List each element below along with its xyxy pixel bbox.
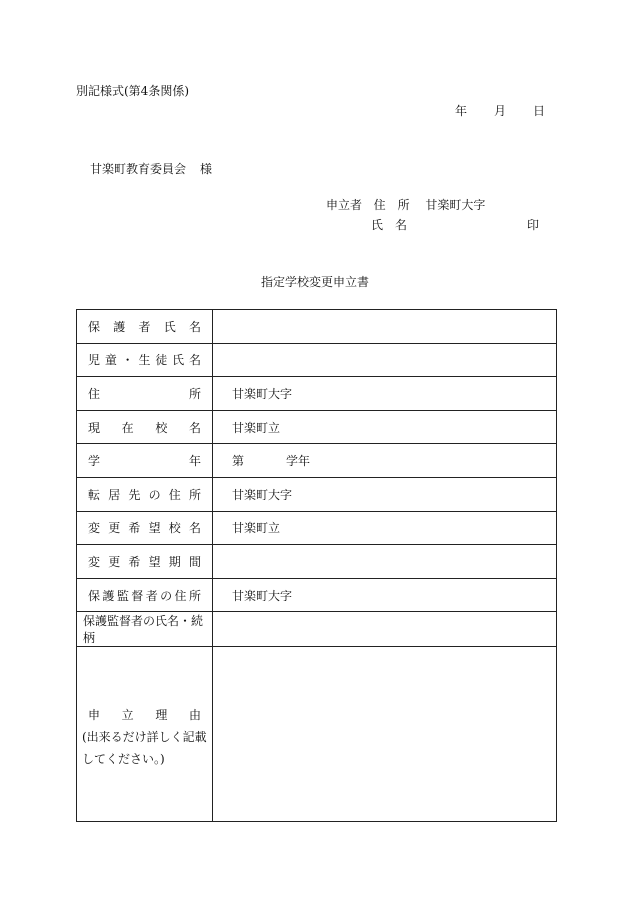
row-label xyxy=(77,444,213,478)
row-value-field[interactable]: 甘楽町大字 xyxy=(213,477,557,511)
row-label xyxy=(77,377,213,411)
document-title: 指定学校変更申立書 xyxy=(260,275,369,289)
label-char: 住 xyxy=(168,487,181,502)
label-char: 者 xyxy=(145,588,158,603)
dist-label xyxy=(82,419,207,436)
dist-label xyxy=(82,553,207,570)
label-char: 住 xyxy=(88,386,101,401)
label-char: 先 xyxy=(128,487,141,502)
row-value-field[interactable] xyxy=(213,343,557,377)
table-row xyxy=(77,444,557,478)
label-char: 氏 xyxy=(172,353,185,368)
row-label xyxy=(77,343,213,377)
row-value-field[interactable] xyxy=(213,310,557,344)
row-label xyxy=(77,545,213,579)
label-char: 変 xyxy=(88,554,101,569)
label-char: 住 xyxy=(174,588,187,603)
label-char: 保 xyxy=(88,319,101,334)
label-char: 申 xyxy=(88,708,101,723)
application-form-table xyxy=(76,309,557,822)
seal-mark: 印 xyxy=(527,218,540,232)
reason-value-field[interactable] xyxy=(213,647,557,822)
row-value-field[interactable] xyxy=(213,612,557,647)
dist-label xyxy=(82,385,207,402)
row-value-field[interactable]: 甘楽町立 xyxy=(213,511,557,545)
applicant-address-value: 甘楽町大字 xyxy=(425,198,486,212)
label-char: 年 xyxy=(188,454,201,469)
table-row xyxy=(77,578,557,612)
label-char: ・ xyxy=(121,353,134,368)
label-char: 督 xyxy=(131,588,144,603)
dist-label xyxy=(82,486,207,503)
grade-suffix: 学年 xyxy=(286,454,311,469)
row-value-field[interactable] xyxy=(213,545,557,579)
row-label xyxy=(77,410,213,444)
label-char: 居 xyxy=(108,487,121,502)
label-char: 徒 xyxy=(155,353,168,368)
applicant-address-line xyxy=(326,198,485,212)
label-char: 所 xyxy=(188,487,201,502)
dist-label xyxy=(82,519,207,536)
label-char: 生 xyxy=(138,353,151,368)
dist-label xyxy=(82,452,207,469)
table-row xyxy=(77,377,557,411)
label-char: 童 xyxy=(104,353,117,368)
grade-prefix: 第 xyxy=(232,454,245,469)
label-char: 所 xyxy=(188,588,201,603)
label-char: 間 xyxy=(188,554,201,569)
dist-label xyxy=(82,704,207,726)
label-char: 名 xyxy=(188,420,201,435)
label-char: 在 xyxy=(121,420,134,435)
label-char: 転 xyxy=(88,487,101,502)
row-label: 保護監督者の氏名・続柄 xyxy=(77,612,213,647)
reason-note-line1: (出来るだけ詳しく記載 xyxy=(82,730,207,745)
label-char: 所 xyxy=(188,386,201,401)
reason-note-line2: してください。) xyxy=(82,752,165,767)
label-char: 名 xyxy=(188,521,201,536)
table-row xyxy=(77,343,557,377)
label-char: 監 xyxy=(116,588,129,603)
row-label xyxy=(77,477,213,511)
form-number: 別記様式(第4条関係) xyxy=(76,84,189,98)
label-char: 望 xyxy=(148,554,161,569)
dist-label xyxy=(82,587,207,604)
label-char: 由 xyxy=(188,708,201,723)
label-char: 護 xyxy=(102,588,115,603)
table-row-reason xyxy=(77,647,557,822)
label-char: 児 xyxy=(88,353,101,368)
row-label xyxy=(77,310,213,344)
table-row xyxy=(77,545,557,579)
row-value-field[interactable]: 甘楽町大字 xyxy=(213,377,557,411)
applicant-name-label: 氏 名 xyxy=(371,218,408,232)
applicant-address-label: 住 所 xyxy=(373,198,410,212)
label-char: 名 xyxy=(188,319,201,334)
applicant-role: 申立者 xyxy=(326,198,363,212)
label-char: 立 xyxy=(121,708,134,723)
table-row xyxy=(77,310,557,344)
label-char: 理 xyxy=(155,708,168,723)
addressee xyxy=(90,162,212,176)
label-char: 期 xyxy=(168,554,181,569)
label-char: 変 xyxy=(88,521,101,536)
label-char: 望 xyxy=(148,521,161,536)
table-row xyxy=(77,511,557,545)
table-row xyxy=(77,612,557,647)
row-label xyxy=(77,511,213,545)
label-char: 希 xyxy=(128,554,141,569)
label-char: 希 xyxy=(128,521,141,536)
grade-value-field[interactable] xyxy=(213,444,557,478)
label-char: 更 xyxy=(108,521,121,536)
date-month: 月 xyxy=(494,104,507,118)
label-char: の xyxy=(160,588,173,603)
label-char: 校 xyxy=(155,420,168,435)
label-char: 護 xyxy=(113,319,126,334)
dist-label xyxy=(82,351,207,368)
label-char: の xyxy=(148,487,161,502)
label-char: 更 xyxy=(108,554,121,569)
label-char: 校 xyxy=(168,521,181,536)
dist-label xyxy=(82,318,207,335)
row-value-field[interactable]: 甘楽町立 xyxy=(213,410,557,444)
addressee-name: 甘楽町教育委員会 xyxy=(90,162,187,176)
table-row xyxy=(77,477,557,511)
label-char: 者 xyxy=(138,319,151,334)
row-label xyxy=(77,578,213,612)
reason-label-cell xyxy=(77,647,213,822)
label-char: 学 xyxy=(88,454,101,469)
label-char: 保 xyxy=(88,588,101,603)
addressee-honorific: 様 xyxy=(200,162,213,176)
label-char: 氏 xyxy=(163,319,176,334)
label-char: 現 xyxy=(88,420,101,435)
row-value-field[interactable]: 甘楽町大字 xyxy=(213,578,557,612)
table-row xyxy=(77,410,557,444)
date-line xyxy=(455,104,545,118)
label-char: 名 xyxy=(188,353,201,368)
date-day: 日 xyxy=(533,104,546,118)
date-year: 年 xyxy=(455,104,468,118)
